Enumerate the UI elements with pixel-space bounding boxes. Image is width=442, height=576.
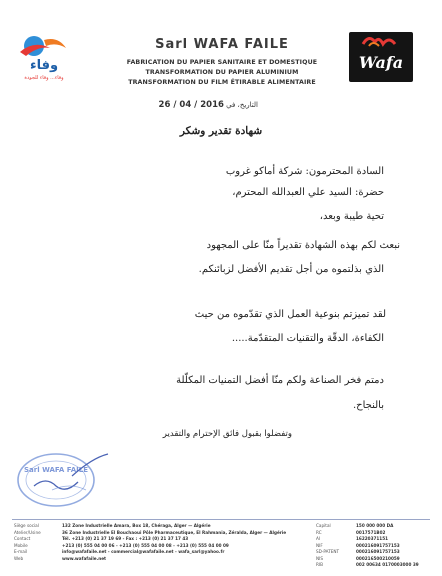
letter-line: الكفاءة، الدقّة والتقنيات المتقدّمة..... (231, 333, 384, 344)
footer-label: Mobile (14, 542, 28, 548)
header-line-1: FABRICATION DU PAPIER SANITAIRE ET DOMESTIQUE (126, 59, 318, 66)
footer-label: Atelier/Usine (14, 529, 41, 535)
reg-label: NIS (316, 555, 324, 561)
reg-value: 0017571B02 (356, 529, 386, 535)
logo-right-text: Wafa (358, 53, 404, 72)
logo-left-tagline: وفاء... وفاء للجودة (24, 75, 64, 81)
stamp-text: Sarl WAFA FAILE (24, 466, 88, 474)
letter-line: السادة المحترمون: شركة أماكو غروب (225, 166, 384, 177)
footer-label: Web (14, 555, 24, 561)
letter-subject: شهادة تقدير وشكر (179, 125, 263, 137)
footer-web[interactable]: www.wafafaile.net (62, 555, 107, 561)
reg-label: Capital (316, 523, 331, 528)
header-line-2: TRANSFORMATION DU PAPIER ALUMINIUM (145, 69, 299, 76)
footer-contact: Tél. +213 (0) 21 37 19 69 - Fax : +213 (0) 21 37 17 43 (62, 536, 189, 541)
letter-line: حضرة: السيد علي العبدالله المحترم، (232, 187, 384, 198)
header-line-3: TRANSFORMATION DU FILM ÉTIRABLE ALIMENTAIRE (128, 79, 316, 86)
reg-label: RC (316, 529, 322, 535)
footer-label: Siège social (14, 523, 39, 528)
reg-value: 150 000 000 DA (356, 523, 394, 528)
footer-email[interactable]: info@wafafaile.net - commercial@wafafaile.net - wafa_sarl@yahoo.fr (62, 549, 225, 554)
reg-label: NIF (316, 542, 323, 548)
footer-label: Contact (14, 536, 31, 541)
letter-line: لقد تميزتم بنوعية العمل الذي تقدّموه من حيث (194, 309, 386, 320)
company-name: Sarl WAFA FAILE (155, 37, 289, 52)
footer-labels (14, 523, 56, 562)
reg-value: 000216500210059 (356, 555, 400, 561)
wafa-logo-left (14, 32, 74, 82)
logo-left-text: وفاء (29, 58, 59, 73)
footer-divider (12, 519, 430, 520)
reg-label: SD-PATENT (316, 549, 340, 554)
company-stamp (12, 446, 112, 512)
letter-line: نبعث لكم بهذه الشهادة تقديراً منّا على المجهود (206, 240, 400, 251)
date-label: التاريخ، في (226, 101, 258, 109)
footer-workshop: 36 Zone Industrielle El Bouchaoui Pôle Pharmaceutique, El Rahmania, Zéralda, Alger — Algérie (62, 529, 287, 535)
letter-line: الذي بذلتموه من أجل تقديم الأفضل لزبائنكم. (198, 264, 384, 275)
footer-values (62, 523, 312, 562)
reg-value: 000216091757153 (356, 549, 400, 554)
letter-line: بالنجاح. (352, 400, 384, 411)
letter-closing: وتفضلوا بقبول فائق الإحترام والتقدير (162, 429, 292, 439)
reg-label: AI (316, 536, 321, 541)
footer-mobile: +213 (0) 555 04 00 06 - +213 (0) 555 04 00 08 - +213 (0) 555 04 00 09 (62, 542, 229, 548)
letter-line: دمتم فخر الصناعة ولكم منّا أفضل التمنيات المكلّلة (176, 375, 384, 386)
footer-reg-values (356, 523, 432, 569)
footer-reg-labels (316, 523, 352, 569)
wafa-logo-right (349, 32, 413, 82)
reg-value: 16220371151 (356, 536, 389, 541)
footer-label: E-mail (14, 549, 28, 554)
letter-line: تحية طيبة وبعد، (319, 211, 384, 222)
reg-value: 000216091757153 (356, 542, 400, 548)
footer-address: 132 Zone Industrielle Amara, Box 18, Chéraga, Alger — Algérie (62, 523, 211, 528)
reg-value: 002 00634 0170003000 39 (356, 562, 419, 567)
letter-date (159, 100, 258, 110)
date-value: 26 / 04 / 2016 (158, 100, 224, 110)
reg-label: RIB (316, 562, 324, 567)
